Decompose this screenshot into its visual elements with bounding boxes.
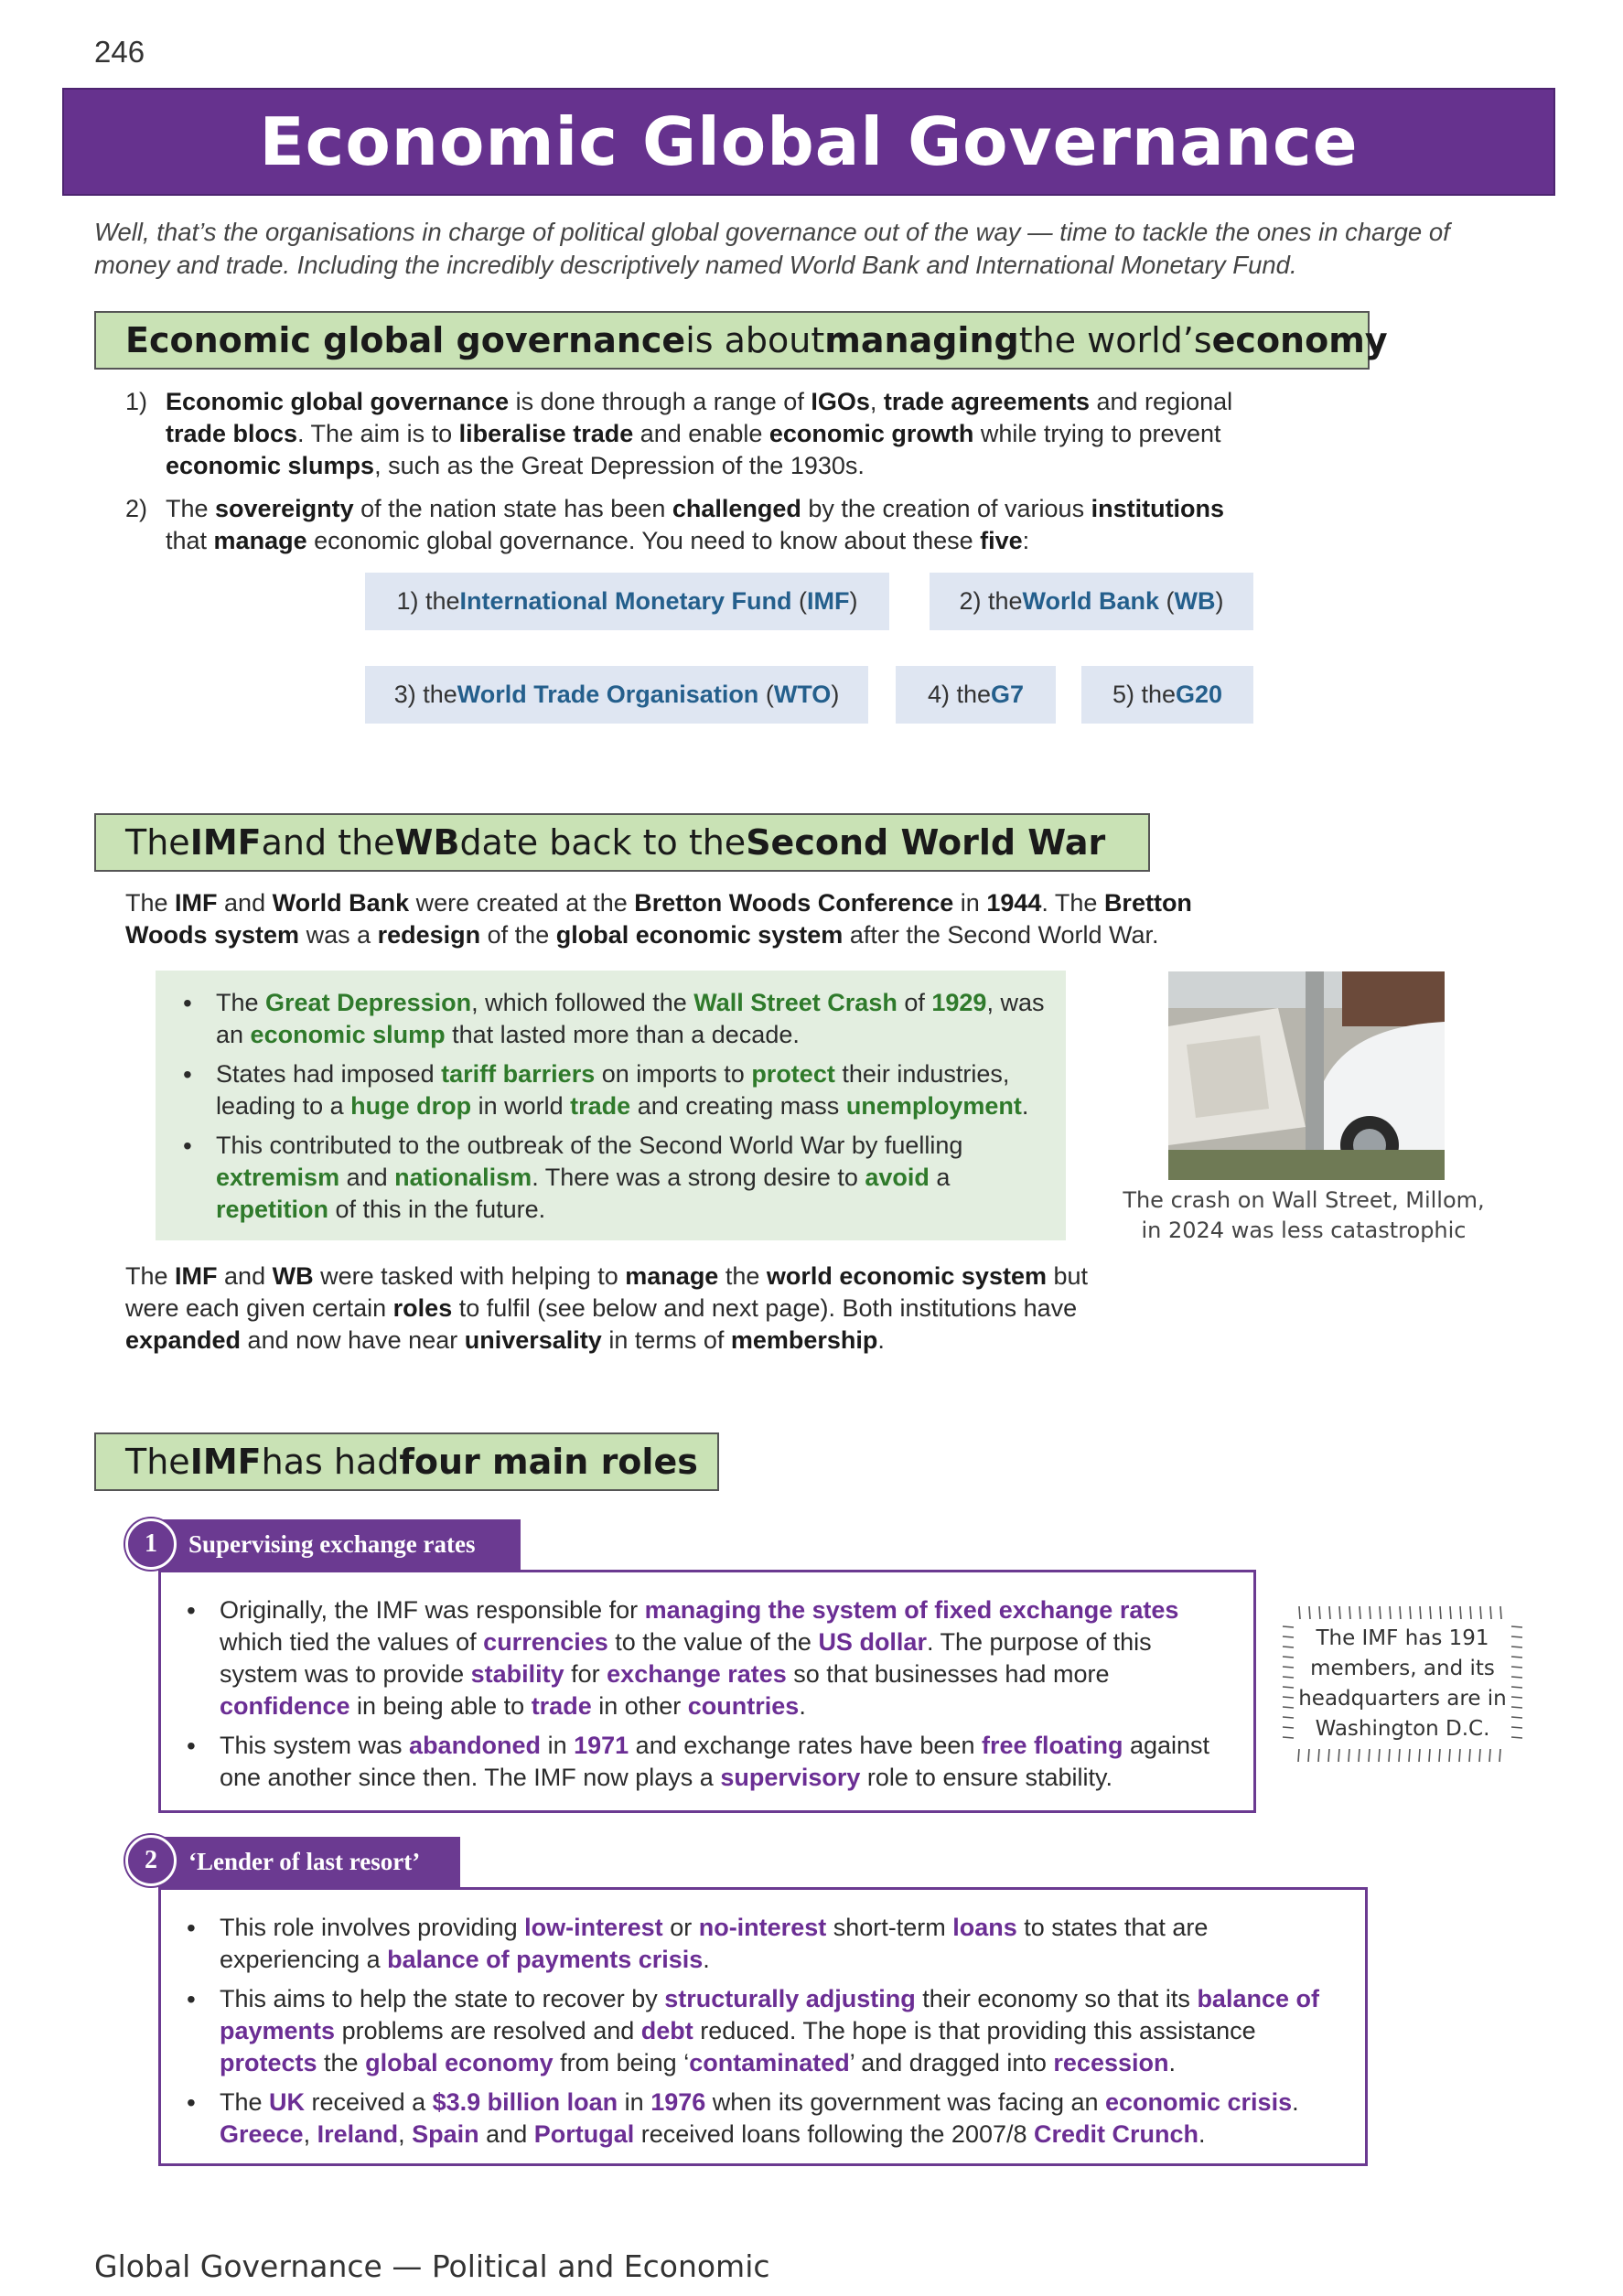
emphasis-text: IGOs [811,388,870,415]
text-run: . [703,1946,710,1973]
emphasis-text: recession [1053,2049,1169,2076]
emphasis-text: economic slump [250,1021,446,1048]
text-run: The [125,1262,176,1290]
text-run: or [662,1914,699,1941]
text-run: : [1022,527,1030,554]
emphasis-text: WB [272,1262,314,1290]
emphasis-text: liberalise trade [458,420,634,447]
text-run: . The [1041,889,1104,917]
emphasis-text: Bretton Woods system [125,889,1192,949]
chip-name: G20 [1176,681,1223,708]
chip-paren: ) [831,681,840,708]
list-item [181,1730,1235,1794]
emphasis-text: countries [687,1692,800,1720]
text-run: was a [299,921,378,949]
bretton-woods-paragraph [125,887,1269,951]
text-run: in being able to [349,1692,532,1720]
role-number-badge: 1 [125,1518,177,1570]
text-run: for [564,1660,607,1688]
emphasis-text: nationalism [394,1164,532,1191]
text-run: , [398,2120,413,2148]
text-run: after the Second World War. [843,921,1159,949]
text-run: on imports to [595,1060,752,1088]
title-banner [62,88,1555,196]
text-run: received loans following the 2007/8 [634,2120,1035,2148]
emphasis-text: IMF [189,1442,262,1482]
text-run: . The aim is to [297,420,459,447]
emphasis-text: sovereignty [215,495,354,522]
role-label: Supervising exchange rates [157,1519,521,1570]
text-run: and [478,2120,534,2148]
emphasis-text: challenged [672,495,801,522]
emphasis-text: 1971 [574,1732,629,1759]
text-run: and [217,889,273,917]
text-run: were tasked with helping to [313,1262,626,1290]
list-item [177,1058,1048,1122]
text-run: to states that are experiencing a [220,1914,1209,1973]
background-box [156,971,1066,1240]
emphasis-text: unemployment [845,1092,1022,1120]
text-run: of the [480,921,556,949]
crash-photo [1168,971,1445,1180]
point-number: 1) [125,388,148,415]
text-run: role to ensure stability. [860,1764,1113,1791]
institution-wb [930,573,1253,630]
emphasis-text: WB [394,822,460,863]
emphasis-text: economic crisis [1105,2088,1293,2116]
emphasis-text: 1976 [650,2088,706,2116]
text-run: and the [261,822,395,863]
institution-g7 [896,666,1056,724]
point-text [166,388,1232,479]
text-run: and regional [1090,388,1233,415]
imf-wb-paragraph [125,1261,1132,1357]
chip-paren: ) [849,587,858,615]
emphasis-text: balance of payments [220,1985,1319,2044]
text-run: States had imposed [216,1060,442,1088]
chip-prefix: the [956,681,992,708]
emphasis-text: protects [220,2049,317,2076]
text-run: is done through a range of [509,388,812,415]
text-run: and enable [633,420,769,447]
text-run: in world [471,1092,571,1120]
text-run: received a [305,2088,433,2116]
chip-abbr: IMF [807,587,850,615]
list-item [181,1983,1347,2079]
text-run: This contributed to the outbreak of the Second World War by fuelling [216,1132,963,1159]
emphasis-text: IMF [175,889,218,917]
text-run: in [618,2088,651,2116]
emphasis-text: tariff barriers [441,1060,596,1088]
emphasis-text: UK [269,2088,306,2116]
emphasis-text: confidence [220,1692,350,1720]
chip-paren: ( [758,681,774,708]
emphasis-text: balance of payments crisis [387,1946,704,1973]
text-run: . [1292,2088,1299,2116]
intro-text: Well, that’s the organisations in charge of political global governance out of the way — time to tackle the ones in charge of money and trade. Including the incredibly descriptively named World Bank and International Monetary Fund. [94,218,1450,279]
text-run: The [125,822,190,863]
text-run: to fulfil (see below and next page). Both institutions have [452,1294,1078,1322]
emphasis-text: roles [392,1294,453,1322]
emphasis-text: supervisory [720,1764,861,1791]
text-run: of [897,989,932,1016]
text-run: This aims to help the state to recover by [220,1985,665,2012]
emphasis-text: redesign [377,921,481,949]
emphasis-text: expanded [125,1326,242,1354]
emphasis-text: debt [640,2017,693,2044]
emphasis-text: Ireland [317,2120,399,2148]
text-run: Originally, the IMF was responsible for [220,1596,645,1624]
emphasis-text: stability [470,1660,564,1688]
text-run: of this in the future. [328,1196,546,1223]
role-label: ‘Lender of last resort’ [157,1837,460,1887]
emphasis-text: trade agreements [883,388,1090,415]
emphasis-text: abandoned [409,1732,542,1759]
emphasis-text: Great Depression [265,989,472,1016]
text-run: and now have near [241,1326,465,1354]
text-run: The [216,989,266,1016]
text-run: . The purpose of this system was to provide [220,1628,1152,1688]
text-run: ’ and dragged into [849,2049,1054,2076]
text-run: to the value of the [607,1628,819,1656]
list-item [181,1594,1235,1722]
footer: Global Governance — Political and Economic [94,2248,770,2284]
list-item [125,493,1269,557]
text-run: while trying to prevent [973,420,1221,447]
text-run: problems are resolved and [335,2017,641,2044]
emphasis-text: repetition [216,1196,329,1223]
text-run: . [1021,1092,1029,1120]
emphasis-text: World Bank [272,889,410,917]
text-run: so that businesses had more [786,1660,1110,1688]
emphasis-text: no-interest [698,1914,827,1941]
emphasis-text: Second World War [746,822,1106,863]
chip-number: 5) [1112,681,1142,708]
list-item [181,1912,1347,1976]
emphasis-text: huge drop [350,1092,472,1120]
list-item [125,386,1269,482]
car-crash-image [1168,971,1445,1180]
text-run: This system was [220,1732,410,1759]
text-run: and creating mass [630,1092,846,1120]
emphasis-text: IMF [189,822,262,863]
emphasis-text: economic growth [769,420,974,447]
institution-wto [365,666,868,724]
emphasis-text: manage [625,1262,719,1290]
chip-number: 1) [396,587,425,615]
text-run: but were each given certain [125,1262,1089,1322]
chip-name: World Bank [1022,587,1160,615]
chip-prefix: the [987,587,1023,615]
text-run: were created at the [409,889,635,917]
page-title: Economic Global Governance [259,103,1359,180]
emphasis-text: trade [570,1092,631,1120]
chip-abbr: WTO [773,681,832,708]
text-run: when its government was facing an [705,2088,1105,2116]
role-box-lender [158,1887,1368,2166]
emphasis-text: Portugal [533,2120,635,2148]
emphasis-text: trade [531,1692,592,1720]
emphasis-text: managing [824,320,1019,360]
text-run: that lasted more than a decade. [445,1021,800,1048]
emphasis-text: Economic global governance [166,388,510,415]
emphasis-text: US dollar [818,1628,927,1656]
emphasis-text: trade blocs [166,420,298,447]
emphasis-text: 1929 [931,989,987,1016]
chip-number: 4) [927,681,957,708]
text-run: This role involves providing [220,1914,525,1941]
section-heading-economic-governance [94,311,1388,370]
text-run: is about [685,320,825,360]
emphasis-text: global economic system [555,921,844,949]
section1-points [125,386,1269,568]
text-run: in [541,1732,575,1759]
emphasis-text: IMF [175,1262,218,1290]
text-run: the world’s [1018,320,1212,360]
emphasis-text: currencies [483,1628,608,1656]
section-heading-bretton-woods [94,813,1150,872]
text-run: . [799,1692,806,1720]
text-run: economic global governance. You need to know about these [306,527,981,554]
institution-g20 [1081,666,1253,724]
page-number: 246 [94,35,145,69]
emphasis-text: economy [1211,320,1388,360]
emphasis-text: economic slumps [166,452,375,479]
emphasis-text: Credit Crunch [1034,2120,1199,2148]
text-run: reduced. The hope is that providing this assistance [693,2017,1256,2044]
chip-prefix: the [425,587,460,615]
text-run: has had [261,1442,400,1482]
text-run: , such as the Great Depression of the 1930s. [374,452,865,479]
emphasis-text: Spain [412,2120,479,2148]
text-run: their economy so that its [915,1985,1198,2012]
text-run: a [929,1164,951,1191]
chip-paren: ( [1159,587,1175,615]
chip-name: G7 [991,681,1025,708]
text-run: . [877,1326,885,1354]
text-run: The [166,495,216,522]
emphasis-text: managing the system of fixed exchange rates [644,1596,1179,1624]
emphasis-text: membership [730,1326,878,1354]
text-run: . [1168,2049,1176,2076]
emphasis-text: Bretton Woods Conference [634,889,954,917]
chip-number: 2) [959,587,988,615]
emphasis-text: extremism [216,1164,340,1191]
text-run: of the nation state has been [353,495,672,522]
emphasis-text: exchange rates [607,1660,787,1688]
emphasis-text: world economic system [766,1262,1047,1290]
emphasis-text: free floating [981,1732,1123,1759]
text-run: their industries, leading to a [216,1060,1010,1120]
role-number-badge: 2 [125,1835,177,1886]
institution-imf [365,573,889,630]
text-run: from being ‘ [553,2049,690,2076]
text-run: , [869,388,884,415]
emphasis-text: $3.9 billion loan [432,2088,618,2116]
emphasis-text: Economic global governance [125,320,686,360]
text-run: The [220,2088,270,2116]
emphasis-text: 1944 [986,889,1042,917]
role-box-exchange-rates [158,1570,1256,1813]
emphasis-text: manage [213,527,307,554]
text-run: in [953,889,987,917]
text-run: the [317,2049,366,2076]
emphasis-text: low-interest [524,1914,663,1941]
side-note: The IMF has 191 members, and its headquarters are in Washington D.C. [1298,1626,1507,1741]
emphasis-text: avoid [865,1164,930,1191]
text-run: against one another since then. The IMF now plays a [220,1732,1210,1791]
emphasis-text: contaminated [689,2049,850,2076]
emphasis-text: Wall Street Crash [693,989,897,1016]
list-item [177,1130,1048,1226]
text-run: and [339,1164,395,1191]
point-text [166,495,1224,554]
text-run: in other [591,1692,688,1720]
emphasis-text: protect [751,1060,835,1088]
section-heading-imf-roles [94,1432,719,1491]
text-run: and [217,1262,273,1290]
emphasis-text: institutions [1091,495,1225,522]
list-item [177,987,1048,1051]
chip-paren: ) [1215,587,1224,615]
text-run: , was an [216,989,1045,1048]
text-run: the [718,1262,767,1290]
chip-prefix: the [1141,681,1176,708]
text-run: . [1198,2120,1206,2148]
text-run: by the creation of various [801,495,1091,522]
point-number: 2) [125,495,148,522]
chip-number: 3) [393,681,424,708]
emphasis-text: global economy [365,2049,554,2076]
chip-name: International Monetary Fund [459,587,792,615]
emphasis-text: Greece [220,2120,304,2148]
chip-abbr: WB [1174,587,1216,615]
chip-name: World Trade Organisation [457,681,759,708]
text-run: , which followed the [471,989,694,1016]
photo-caption: The crash on Wall Street, Millom, in 2024 was less catastrophic [1123,1187,1485,1243]
text-run: and exchange rates have been [629,1732,982,1759]
text-run: . There was a strong desire to [532,1164,865,1191]
text-run: short-term [826,1914,953,1941]
text-run: which tied the values of [220,1628,484,1656]
text-run: The [125,1442,190,1482]
chip-paren: ( [791,587,808,615]
emphasis-text: universality [464,1326,602,1354]
list-item [181,2087,1347,2151]
text-run: that [166,527,214,554]
emphasis-text: loans [952,1914,1017,1941]
emphasis-text: structurally adjusting [664,1985,916,2012]
emphasis-text: four main roles [399,1442,698,1482]
emphasis-text: five [980,527,1023,554]
text-run: The [125,889,176,917]
chip-prefix: the [423,681,457,708]
text-run: date back to the [459,822,747,863]
text-run: , [303,2120,317,2148]
text-run: in terms of [601,1326,731,1354]
